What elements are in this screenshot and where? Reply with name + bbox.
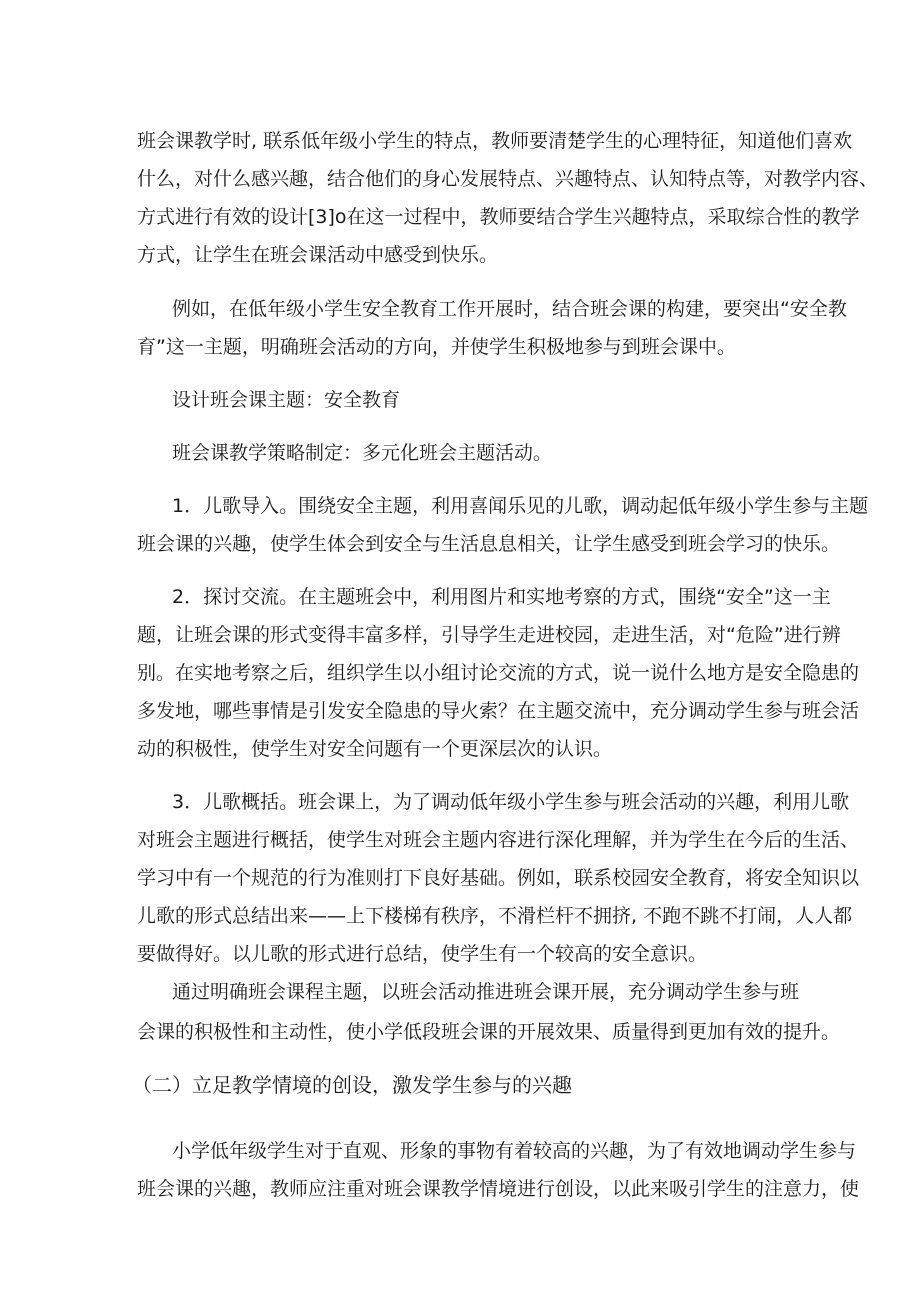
- text-line: 对班会主题进行概括，使学生对班会主题内容进行深化理解，并为学生在今后的生活、: [137, 829, 860, 851]
- text-line: 别。在实地考察之后，组织学生以小组讨论交流的方式，说一说什么地方是安全隐患的: [137, 662, 860, 684]
- text-line: 2．探讨交流。在主题班会中，利用图片和实地考察的方式，围绕“安全”这一主: [172, 586, 831, 608]
- text-line: 要做得好。以儿歌的形式进行总结，使学生有一个较高的安全意识。: [137, 943, 708, 965]
- text-line: 方式进行有效的设计[3]o在这一过程中，教师要结合学生兴趣特点，采取综合性的教学: [137, 206, 860, 228]
- text-line: 会课的积极性和主动性，使小学低段班会课的开展效果、质量得到更加有效的提升。: [137, 1021, 841, 1043]
- strategy-line: 班会课教学策略制定：多元化班会主题活动。: [172, 442, 553, 464]
- text-line: 多发地，哪些事情是引发安全隐患的导火索？在主题交流中，充分调动学生参与班会活: [137, 700, 860, 722]
- text-line: 什么，对什么感兴趣，结合他们的身心发展特点、兴趣特点、认知特点等，对教学内容、: [137, 168, 879, 190]
- text-line: 育”这一主题，明确班会活动的方向，并使学生积极地参与到班会课中。: [137, 336, 736, 358]
- text-line: 班会课教学时, 联系低年级小学生的特点，教师要清楚学生的心理特征，知道他们喜欢: [137, 130, 853, 152]
- text-line: 学习中有一个规范的行为准则打下良好基础。例如，联系校园安全教育，将安全知识以: [137, 867, 860, 889]
- text-line: 班会课的兴趣，使学生体会到安全与生活息息相关，让学生感受到班会学习的快乐。: [137, 533, 841, 555]
- text-line: 动的积极性，使学生对安全问题有一个更深层次的认识。: [137, 738, 613, 760]
- text-line: 3．儿歌概括。班会课上，为了调动低年级小学生参与班会活动的兴趣，利用儿歌: [172, 791, 850, 813]
- section-heading: （二）立足教学情境的创设，激发学生参与的兴趣: [132, 1073, 572, 1097]
- theme-line: 设计班会课主题：安全教育: [172, 389, 401, 411]
- text-line: 方式，让学生在班会课活动中感受到快乐。: [137, 244, 499, 266]
- text-line: 通过明确班会课程主题，以班会活动推进班会课开展，充分调动学生参与班: [172, 981, 800, 1003]
- text-line: 题，让班会课的形式变得丰富多样，引导学生走进校园，走进生活，对“危险”进行辨: [137, 624, 841, 646]
- text-line: 例如，在低年级小学生安全教育工作开展时，结合班会课的构建，要突出“安全教: [172, 298, 847, 320]
- text-line: 儿歌的形式总结出来——上下楼梯有秩序，不滑栏杆不拥挤, 不跑不跳不打闹，人人都: [137, 905, 853, 927]
- text-line: 班会课的兴趣，教师应注重对班会课教学情境进行创设，以此来吸引学生的注意力，使: [137, 1178, 860, 1200]
- text-line: 1．儿歌导入。围绕安全主题，利用喜闻乐见的儿歌，调动起低年级小学生参与主题: [172, 495, 869, 517]
- text-line: 小学低年级学生对于直观、形象的事物有着较高的兴趣，为了有效地调动学生参与: [172, 1140, 857, 1162]
